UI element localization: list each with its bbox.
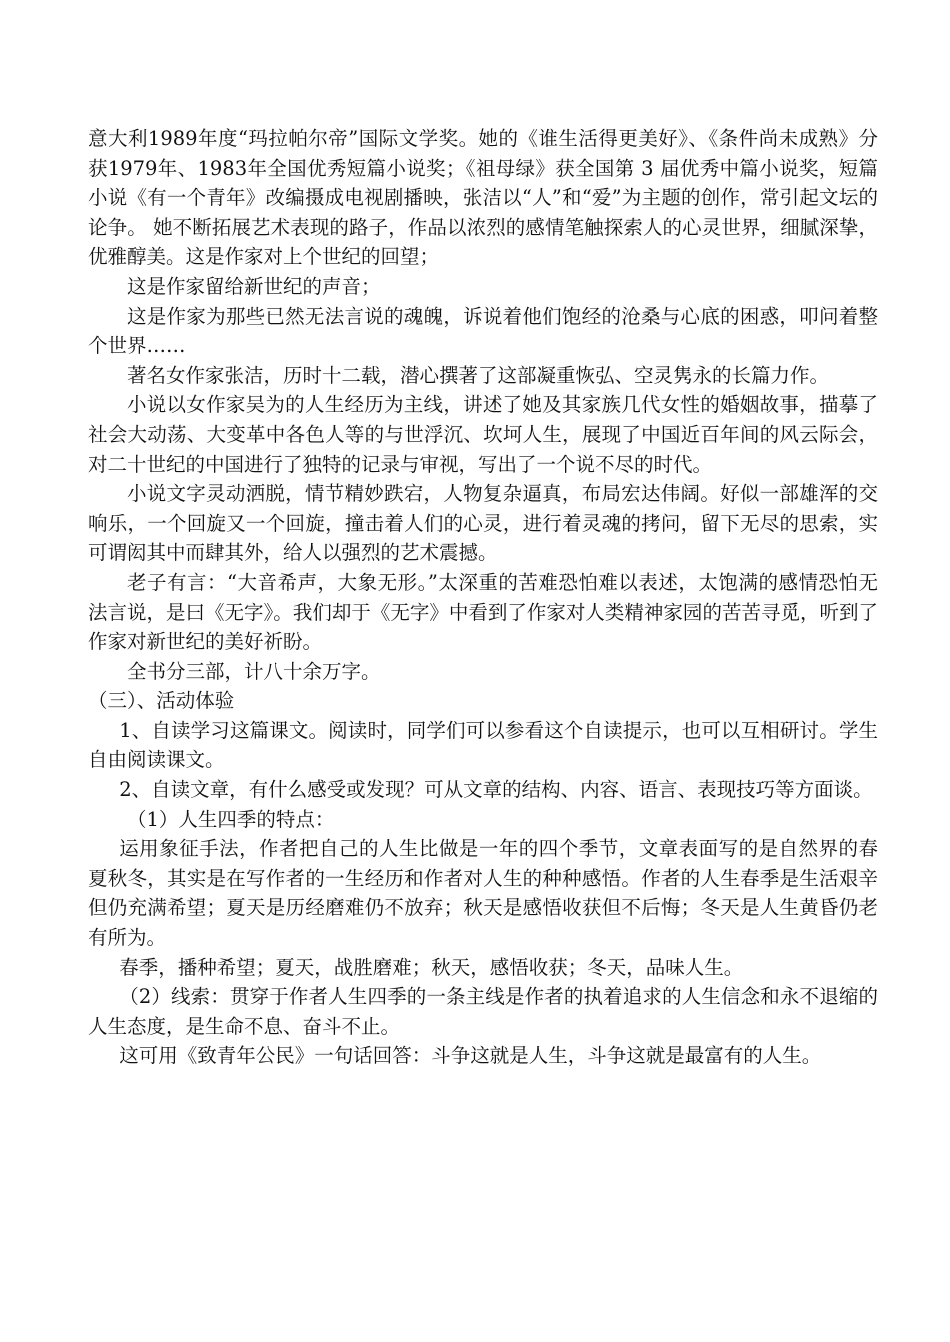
paragraph-symbolism: 运用象征手法，作者把自己的人生比做是一年的四个季节，文章表面写的是自然界的春夏秋冬，其实是在写作者的一生经历和作者对人生的种种感悟。作者的人生春季是生活艰辛但仍充满希望；夏天是历经磨难仍不放弃；秋天是感悟收获但不后悔；冬天是人生黄昏仍老有所为。 [88,837,878,950]
paragraph-new-century-voice: 这是作家留给新世纪的声音； [127,274,381,298]
paragraph-book-length: 全书分三部，计八十余万字。 [127,659,381,683]
paragraph-author-intro: 著名女作家张洁，历时十二载，潜心撰著了这部凝重恢弘、空灵隽永的长篇力作。 [127,363,830,387]
paragraph-novel-plot: 小说以女作家吴为的人生经历为主线，讲述了她及其家族几代女性的婚姻故事，描摹了社会大动荡、大变革中各色人等的与世浮沉、坎坷人生，展现了中国近百年间的风云际会，对二十世纪的中国进行了独特的记录与审视，写出了一个说不尽的时代。 [88,393,878,476]
section-heading-activity: （三）、活动体验 [88,689,235,713]
paragraph-novel-style: 小说文字灵动洒脱，情节精妙跌宕，人物复杂逼真，布局宏达伟阔。好似一部雄浑的交响乐，一个回旋又一个回旋，撞击着人们的心灵，进行着灵魂的拷问，留下无尽的思索，实可谓闳其中而肆其外，给人以强烈的艺术震撼。 [88,482,878,565]
paragraph-clue: （2）线索：贯穿于作者人生四季的一条主线是作者的执着追求的人生信念和永不退缩的人生态度，是生命不息、奋斗不止。 [88,985,878,1038]
paragraph-seasons-summary: 春季，播种希望；夏天，战胜磨难；秋天，感悟收获；冬天，品味人生。 [119,955,744,979]
document-body [88,124,878,1071]
paragraph-award-history: 意大利1989年度“玛拉帕尔帝”国际文学奖。她的《谁生活得更美好》、《条件尚未成熟》分获1979年、1983年全国优秀短篇小说奖；《祖母绿》获全国第 3 届优秀中篇小说奖，短篇小说《有一个青年》改编摄成电视剧播映，张洁以“人”和“爱”为主题的创作，常引起文坛的论争。 她不断拓展艺术表现的路子，作品以浓烈的感情笔触探索人的心灵世界，细腻深挚，优雅醇美。这是作家对上个世纪的回望； [88,127,878,269]
paragraph-self-reading: 2、自读文章，有什么感受或发现？可从文章的结构、内容、语言、表现技巧等方面谈。 [119,778,873,802]
paragraph-laozi-quote: 老子有言：“大音希声，大象无形。”太深重的苦难恐怕难以表述，太饱满的感情恐怕无法言说，是曰《无字》。我们却于《无字》中看到了作家对人类精神家园的苦苦寻觅，听到了作家对新世纪的美好祈盼。 [88,570,878,654]
paragraph-self-study: 1、自读学习这篇课文。阅读时，同学们可以参看这个自读提示，也可以互相研讨。学生自由阅读课文。 [88,718,878,772]
paragraph-souls: 这是作家为那些已然无法言说的魂魄，诉说着他们饱经的沧桑与心底的困惑，叩问着整个世界…… [88,304,878,358]
paragraph-quote-answer: 这可用《致青年公民》一句话回答：斗争这就是人生，斗争这就是最富有的人生。 [119,1044,822,1068]
subheading-four-seasons: （1）人生四季的特点： [127,807,335,831]
